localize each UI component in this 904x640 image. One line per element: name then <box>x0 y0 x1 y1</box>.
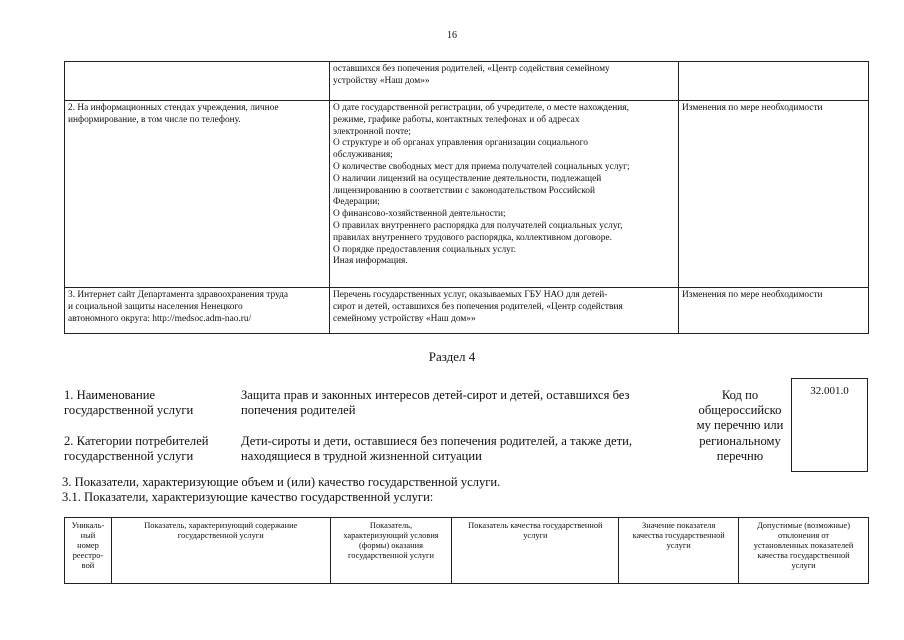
section-title: Раздел 4 <box>428 349 476 364</box>
information-content-line: режиме, графике работы, контактных телефонах и об адресах <box>333 114 580 125</box>
informing-method-line: 2. На информационных стендах учреждения, личное <box>68 103 279 113</box>
information-content-line: О правилах внутреннего распорядка для получателей социальных услуг, <box>333 220 623 231</box>
quality-table-header <box>65 518 112 584</box>
update-frequency-cell <box>679 62 869 101</box>
quality-table-header-line: Уникаль- <box>71 521 105 530</box>
informing-method-cell <box>65 62 330 101</box>
information-content-line: семейному устройству «Наш дом»» <box>333 313 476 324</box>
information-content-line: О наличии лицензий на осуществление деятельности, подлежащей <box>333 173 602 184</box>
information-content-line: Перечень государственных услуг, оказываемых ГБУ НАО для детей- <box>333 290 608 300</box>
information-content-line: О финансово-хозяйственной деятельности; <box>333 209 506 220</box>
quality-table-header-line: ный <box>80 531 96 540</box>
update-frequency-cell: Изменения по мере необходимости <box>679 101 869 288</box>
information-content-line: Иная информация. <box>333 256 408 267</box>
information-content-line: О структуре и об органах управления организации социального <box>333 138 588 149</box>
consumer-category-value <box>241 434 632 464</box>
information-content-cell <box>330 288 679 334</box>
quality-indicators-table <box>64 517 869 584</box>
consumer-category-value-line: Дети-сироты и дети, оставшиеся без попечения родителей, а также дети, <box>241 434 632 448</box>
service-name-value <box>241 388 630 418</box>
informing-method-line: информирование, в том числе по телефону. <box>68 114 241 125</box>
quality-table-header-line: качества государственной <box>632 531 725 540</box>
quality-table-header <box>739 518 869 584</box>
page-number: 16 <box>447 30 457 41</box>
information-content-line: О дате государственной регистрации, об учредителе, о месте нахождения, <box>333 103 629 113</box>
information-content-line: О порядке предоставления социальных услуг. <box>333 244 516 255</box>
quality-table-header <box>111 518 330 584</box>
quality-table-header-line: отклонения от <box>778 531 830 540</box>
information-content-line: оставшихся без попечения родителей, «Центр содействия семейному <box>333 64 610 74</box>
consumer-category-value-line: находящиеся в трудной жизненной ситуации <box>241 449 482 463</box>
quality-table-header-line: Значение показателя <box>642 521 716 530</box>
registry-code-label-line: общероссийско <box>698 403 782 418</box>
registry-code-value: 32.001.0 <box>791 378 868 472</box>
quality-table-header-line: Показатель, характеризующий содержание <box>144 521 298 530</box>
quality-table-header-line: услуги <box>523 531 548 540</box>
information-content-line: обслуживания; <box>333 150 393 161</box>
information-content-line: Федерации; <box>333 197 380 208</box>
informing-method-line: 3. Интернет сайт Департамента здравоохранения труда <box>68 290 289 300</box>
informing-method-line: автономного округа: http://medsoc.adm-nao.ru/ <box>68 313 252 324</box>
quality-table-header-line: номер <box>77 541 99 550</box>
table-row <box>65 288 869 334</box>
service-name-label <box>64 388 193 418</box>
quality-table-header-line: услуги <box>791 561 816 570</box>
service-name-label-line: государственной услуги <box>64 403 194 417</box>
informing-method-cell <box>65 288 330 334</box>
registry-code-label-line: Код по <box>721 388 759 402</box>
consumer-category-label <box>64 434 209 464</box>
quality-table-header-line: Показатель, <box>369 521 413 530</box>
quality-table-header-line: услуги <box>666 541 691 550</box>
informing-methods-table <box>64 61 869 334</box>
quality-indicators-heading: 3.1. Показатели, характеризующие качество государственной услуги: <box>62 490 434 504</box>
quality-table-header <box>330 518 452 584</box>
quality-table-header-line: вой <box>81 561 95 570</box>
indicators-heading: 3. Показатели, характеризующие объем и (или) качество государственной услуги. <box>62 475 501 489</box>
information-content-line: электронной почте; <box>333 126 411 137</box>
quality-table-header-line: Допустимые (возможные) <box>757 521 851 530</box>
consumer-category-label-line: государственной услуги <box>64 449 194 463</box>
update-frequency-cell: Изменения по мере необходимости <box>679 288 869 334</box>
registry-code-label-line: перечню <box>716 448 764 463</box>
information-content-cell <box>330 101 679 288</box>
registry-code-label-line: му перечню или <box>696 418 784 433</box>
quality-table-header <box>619 518 739 584</box>
quality-table-header-line: реестро- <box>72 551 104 560</box>
service-name-value-line: Защита прав и законных интересов детей-сирот и детей, оставшихся без <box>241 388 630 402</box>
information-content-line: сирот и детей, оставшихся без попечения родителей, «Центр содействия <box>333 301 623 312</box>
information-content-cell <box>330 62 679 101</box>
informing-method-cell <box>65 101 330 288</box>
quality-table-header-line: Показатель качества государственной <box>468 521 603 530</box>
table-row <box>65 62 869 101</box>
service-name-label-line: 1. Наименование <box>64 388 156 402</box>
service-name-value-line: попечения родителей <box>241 403 356 417</box>
quality-table-header-line: установленных показателей <box>753 541 854 550</box>
information-content-line: лицензированию в соответствии с законодательством Российской <box>333 185 595 196</box>
registry-code-label-line: региональному <box>699 433 781 448</box>
quality-table-header-line: характеризующий условия <box>343 531 439 540</box>
table-row <box>65 101 869 288</box>
information-content-line: О количестве свободных мест для приема получателей социальных услуг; <box>333 161 630 172</box>
quality-table-header-line: (формы) оказания <box>359 541 423 550</box>
consumer-category-label-line: 2. Категории потребителей <box>64 434 209 448</box>
quality-table-header-line: государственной услуги <box>348 551 434 560</box>
quality-table-header-line: качества государственной <box>757 551 850 560</box>
quality-table-header <box>452 518 619 584</box>
informing-method-line: и социальной защиты населения Ненецкого <box>68 301 243 312</box>
registry-code-label <box>684 388 796 464</box>
quality-table-header-line: государственной услуги <box>177 531 264 540</box>
information-content-line: устройству «Наш дом»» <box>333 75 430 86</box>
information-content-line: правилах внутреннего трудового распорядка, коллективном договоре. <box>333 232 612 243</box>
